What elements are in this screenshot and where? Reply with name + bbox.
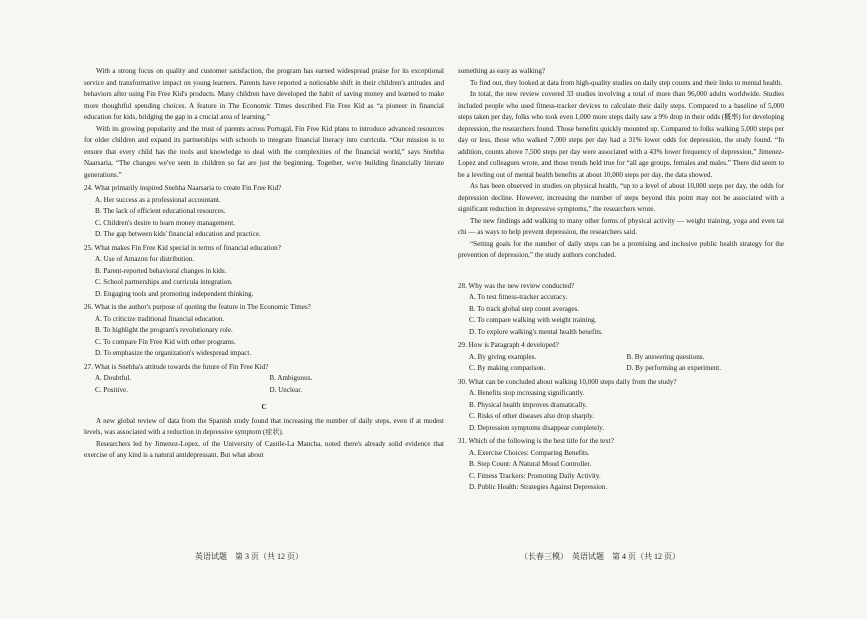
question-stem: 25. What makes Fin Free Kid special in terms of financial education?	[84, 243, 281, 252]
question-stem: 30. What can be concluded about walking 10,000 steps daily from the study?	[458, 377, 677, 386]
passage-paragraph: Researchers led by Jimenez-Lopez, of the University of Castile-La Mancha, noted there's already solid evidence that exercise of any kind is a natural antidepressant. But what about	[84, 439, 444, 459]
option-a: A. Exercise Choices: Comparing Benefits.	[469, 448, 590, 457]
passage-paragraph: The new findings add walking to many other forms of physical activity — weight training, yoga and even tai chi — as ways to help prevent depression, the researchers said.	[458, 216, 784, 236]
question-stem: 24. What primarily inspired Snehha Naarsaria to create Fin Free Kid?	[84, 184, 282, 192]
question-stem: 27. What is Snehha's attitude towards the future of Fin Free Kid?	[84, 362, 269, 371]
option-b: B. By answering questions.	[626, 352, 705, 361]
option-d: D. To emphasize the organization's widespread impact.	[95, 349, 252, 357]
page-footer-left: 英语试题 第 3 页（共 12 页）	[195, 552, 303, 561]
spacer	[458, 262, 784, 279]
option-d: D. The gap between kids' financial education and practice.	[95, 230, 261, 238]
option-a: A. Use of Amazon for distribution.	[95, 255, 195, 263]
passage-paragraph: In total, the new review covered 33 studies involving a total of more than 96,000 adults worldwide. Studies included people who used fitness-tracker devices to calculate their daily steps. Compared to a baseline of 5,000 steps taken per day, folks who took even 1,000 more steps daily saw a 9% drop in their odds (概率) for developing depression, the researchers found. Those benefits quickly mounted up. Compared to folks walking 5,000 steps per day or less, those who walked 7,000 steps per day had a 31% lower odds for depression, the study found. “In addition, counts above 7,500 steps per day were associated with a 43% lower frequency of depression,” Jimenez-Lopez and colleagues wrote, and those trends held true for “all age groups, females and males.” There did seem to be a leveling out of mental health benefits at about 10,000 steps per day, the data showed.	[458, 90, 784, 179]
question-26	[84, 302, 444, 360]
question-31	[458, 436, 784, 494]
question-stem: 29. How is Paragraph 4 developed?	[458, 341, 559, 349]
option-c: C. Children's desire to learn money management.	[95, 218, 235, 227]
passage-paragraph: A new global review of data from the Spanish study found that increasing the number of daily steps, even if at modest levels, was associated with a reduction in depressive symptom (症状).	[84, 416, 444, 436]
option-a: A. To test fitness-tracker accuracy.	[469, 293, 568, 301]
option-b: B. Physical health improves dramatically.	[469, 400, 588, 409]
question-29	[458, 340, 784, 375]
passage-paragraph: To find out, they looked at data from high-quality studies on daily step counts and their links to mental health.	[470, 78, 783, 87]
question-28	[458, 281, 784, 339]
option-a: A. Benefits stop increasing significantly.	[469, 389, 585, 397]
option-b: B. To highlight the program's revolutionary role.	[95, 326, 233, 334]
question-stem: 31. Which of the following is the best title for the text?	[458, 437, 614, 445]
option-d: D. Depression symptoms disappear completely.	[469, 423, 605, 432]
option-b: B. Ambiguous.	[269, 374, 313, 382]
option-b: B. Step Count: A Natural Mood Controller.	[469, 460, 592, 468]
option-c: C. Fitness Trackers: Promoting Daily Activity.	[469, 471, 601, 480]
option-d: D. Public Health: Strategies Against Depression.	[469, 483, 608, 491]
option-c: C. Risks of other diseases also drop sharply.	[469, 412, 595, 420]
option-row	[458, 352, 784, 364]
option-a: A. Doubtful.	[95, 374, 132, 382]
option-d: D. To explore walking's mental health benefits.	[469, 327, 603, 336]
option-d: D. Engaging tools and promoting independent thinking.	[95, 289, 254, 298]
passage-paragraph: “Setting goals for the number of daily steps can be a promising and inclusive public health strategy for the prevention of depression,” the study authors concluded.	[458, 239, 784, 259]
page-footer-right: （长春三模） 英语试题 第 4 页（共 12 页）	[520, 552, 680, 561]
passage-paragraph: With its growing popularity and the trust of parents across Portugal, Fin Free Kid plans to introduce advanced resources for older children and expand its partnerships with schools to integrate financial literacy into curricula. “Our mission is to ensure that every child has the tools and knowledge to deal with the complexities of the financial world,” says Snehha Naarsaria, “The changes we've seen in children so far are just the beginning. Together, we're building financially literate generations.”	[84, 124, 444, 179]
option-c: C. School partnerships and curricula integration.	[95, 278, 233, 286]
passage-paragraph: With a strong focus on quality and customer satisfaction, the program has earned widespread praise for its exceptional service and transformative impact on young learners. Parents have reported a noticeable shift in their children's attitudes and behaviors after using Fin Free Kid's products. Many children have developed the habit of saving money and learned to make more thoughtful spending choices. A feature in The Economic Times described Fin Free Kid as “a pioneer in financial education for kids, bridging the gap in a crucial area of learning.”	[84, 67, 444, 121]
option-c: C. Positive.	[95, 385, 128, 394]
option-c: C. To compare walking with weight training.	[469, 316, 597, 324]
option-d: D. Unclear.	[269, 385, 302, 394]
option-a: A. To criticize traditional financial education.	[95, 314, 225, 323]
passage-paragraph: As has been observed in studies on physical health, “up to a level of about 10,000 steps per day, the odds for depression decline. However, increasing the number of steps beyond this point may not be associated with a significant reduction in depressive symptoms,” the researchers wrote.	[458, 182, 784, 213]
left-page-column	[84, 66, 444, 462]
question-stem: 26. What is the author's purpose of quoting the feature in The Economic Times?	[84, 303, 311, 311]
option-a: A. Her success as a professional accountant.	[95, 195, 221, 204]
question-27	[84, 362, 444, 397]
section-heading: C	[261, 403, 267, 411]
passage-continuation: something as easy as walking?	[458, 67, 546, 75]
right-page-column	[458, 66, 784, 494]
option-c: C. To compare Fin Free Kid with other programs.	[95, 337, 236, 346]
option-b: B. The lack of efficient educational resources.	[95, 207, 226, 215]
option-row	[458, 363, 784, 375]
option-b: B. To track global step count averages.	[469, 304, 580, 313]
option-c: C. By making comparison.	[469, 364, 546, 372]
question-30	[458, 377, 784, 435]
option-b: B. Parent-reported behavioral changes in kids.	[95, 266, 227, 275]
option-d: D. By performing an experiment.	[626, 364, 722, 372]
option-row	[84, 385, 444, 397]
question-stem: 28. Why was the new review conducted?	[458, 281, 575, 290]
question-24	[84, 183, 444, 241]
option-row	[84, 373, 444, 385]
question-25	[84, 243, 444, 301]
option-a: A. By giving examples.	[469, 352, 537, 361]
